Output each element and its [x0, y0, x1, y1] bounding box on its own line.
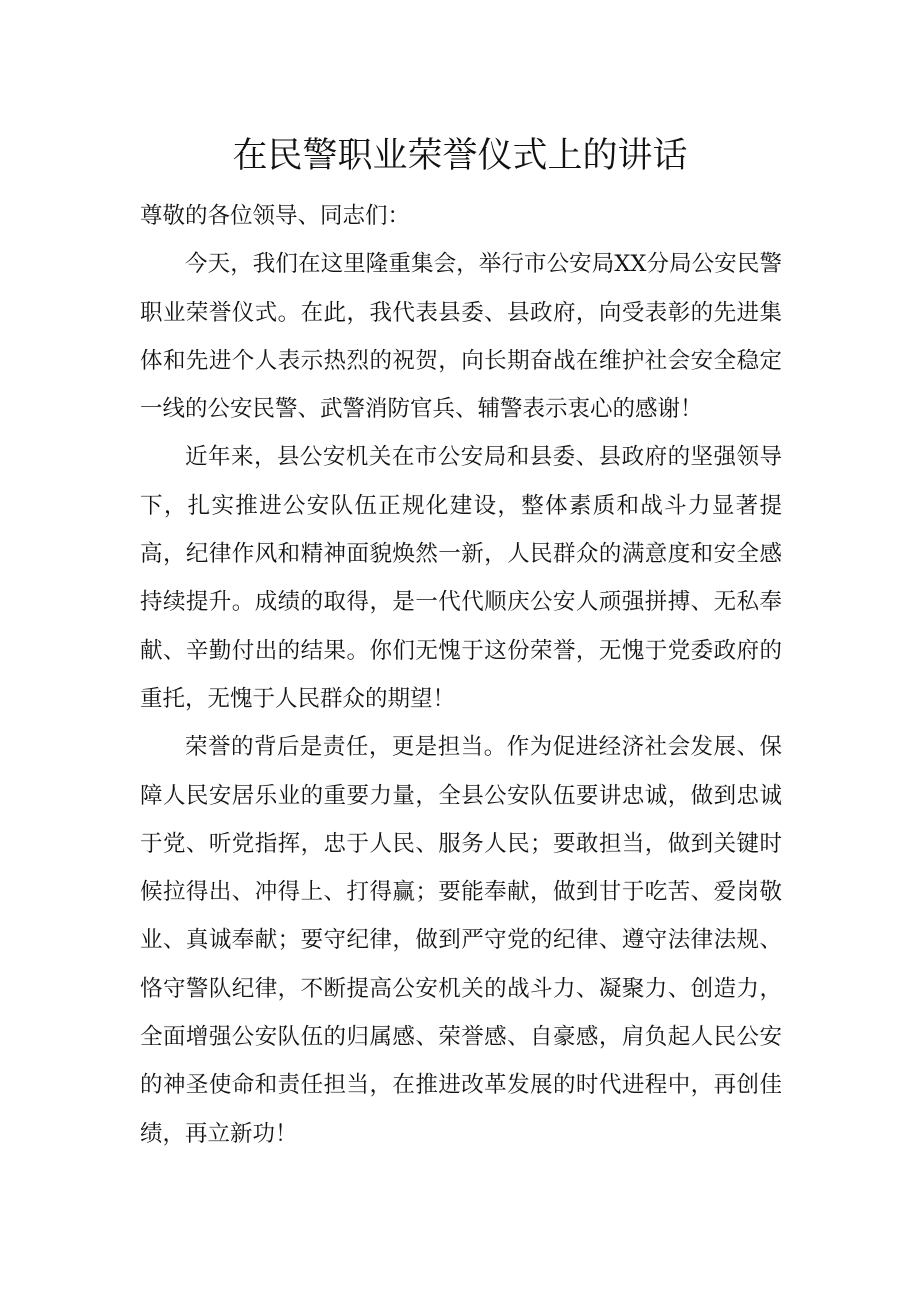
document-title: 在民警职业荣誉仪式上的讲话 — [232, 136, 688, 176]
salutation: 尊敬的各位领导、同志们： — [140, 203, 411, 229]
paragraph-achievements: 近年来，县公安机关在市公安局和县委、县政府的坚强领导下，扎实推进公安队伍正规化建设，整体素质和战斗力显著提高，纪律作风和精神面貌焕然一新，人民群众的满意度和安全感持续提升。成绩的取得，是一代代顺庆公安人顽强拼搏、无私奉献、辛勤付出的结果。你们无愧于这份荣誉，无愧于党委政府的重托，无愧于人民群众的期望！ — [140, 444, 782, 712]
paragraph-responsibility: 荣誉的背后是责任，更是担当。作为促进经济社会发展、保障人民安居乐业的重要力量，全县公安队伍要讲忠诚，做到忠诚于党、听党指挥，忠于人民、服务人民；要敢担当，做到关键时候拉得出、冲得上、打得赢；要能奉献，做到甘于吃苦、爱岗敬业、真诚奉献；要守纪律，做到严守党的纪律、遵守法律法规、恪守警队纪律，不断提高公安机关的战斗力、凝聚力、创造力，全面增强公安队伍的归属感、荣誉感、自豪感，肩负起人民公安的神圣使命和责任担当，在推进改革发展的时代进程中，再创佳绩，再立新功！ — [140, 734, 782, 1147]
paragraph-opening: 今天，我们在这里隆重集会，举行市公安局XX分局公安民警职业荣誉仪式。在此，我代表县委、县政府，向受表彰的先进集体和先进个人表示热烈的祝贺，向长期奋战在维护社会安全稳定一线的公安民警、武警消防官兵、辅警表示衷心的感谢！ — [140, 251, 782, 423]
document-body — [140, 192, 782, 1158]
